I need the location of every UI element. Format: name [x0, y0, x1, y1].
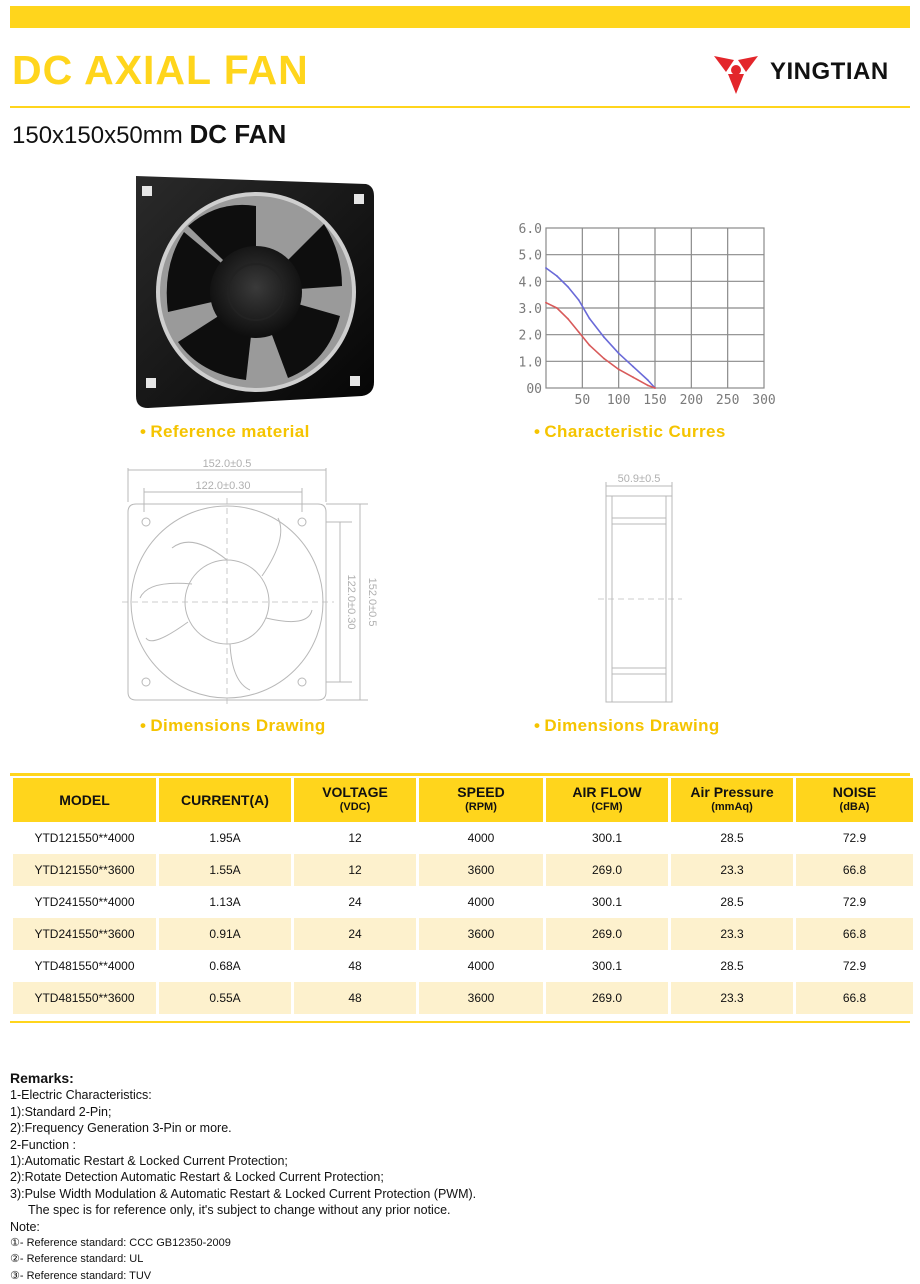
remark-line: 1):Automatic Restart & Locked Current Protection; [10, 1154, 288, 1169]
series-point [603, 336, 605, 338]
table-cell: 269.0 [546, 854, 668, 886]
table-cell: 300.1 [591, 959, 623, 973]
table-cell: 1.55A [159, 854, 291, 886]
series-point [578, 331, 580, 333]
table-cell: 72.9 [842, 831, 867, 845]
table-cell: 72.9 [842, 959, 867, 973]
y-tick-label: 5.0 [518, 248, 542, 264]
table-cell: 300.1 [591, 895, 623, 909]
x-tick-label: 150 [643, 393, 667, 408]
remarks-disclaimer: The spec is for reference only, it's subject to change without any prior notice. [28, 1203, 451, 1218]
series-point [567, 286, 569, 288]
table-cell: 72.9 [842, 895, 867, 909]
table-row [13, 950, 913, 982]
caption-dimensions-side: • Dimensions Drawing [534, 716, 720, 735]
remarks-title: Remarks: [10, 1070, 74, 1086]
table-top-border [10, 773, 910, 776]
table-cell: 300.1 [591, 831, 623, 845]
dimension-drawing-side [590, 462, 700, 712]
y-tick-label: 3.0 [518, 302, 542, 317]
remark-line: 2):Frequency Generation 3-Pin or more. [10, 1121, 232, 1136]
table-cell: 66.8 [796, 918, 913, 950]
remark-line: 1-Electric Characteristics: [10, 1088, 152, 1103]
table-cell: 0.55A [159, 982, 291, 1014]
series-point [654, 387, 656, 389]
column-header-label: Air Pressure [690, 784, 774, 800]
column-header [159, 778, 291, 822]
column-header-label: VOLTAGE [322, 784, 388, 800]
table-cell: 1.95A [209, 831, 241, 845]
series-point [647, 384, 649, 386]
table-row [13, 982, 913, 1014]
note-line: ③- Reference standard: TUV [10, 1269, 152, 1282]
series-point [545, 302, 547, 304]
series-point [632, 366, 634, 368]
column-header [13, 778, 156, 822]
x-tick-label: 300 [752, 393, 776, 408]
column-header-label: AIR FLOW [572, 784, 642, 800]
column-header-label: SPEED [457, 784, 505, 800]
y-tick-label: 00 [526, 382, 542, 397]
table-bottom-border [10, 1021, 910, 1023]
table-cell: YTD121550**3600 [13, 854, 156, 886]
remark-line: 1):Standard 2-Pin; [10, 1104, 112, 1119]
table-cell: 3600 [419, 854, 543, 886]
column-header [796, 778, 913, 822]
table-cell: 3600 [419, 918, 543, 950]
series-point [618, 368, 620, 370]
table-cell: 28.5 [720, 831, 744, 845]
table-row [13, 918, 913, 950]
chart-svg [510, 216, 780, 410]
dimension-drawing-front [112, 452, 382, 714]
fan-photo [128, 166, 380, 412]
top-accent-bar [10, 6, 910, 28]
table-cell: 66.8 [796, 854, 913, 886]
column-header-label: CURRENT(A) [181, 791, 269, 808]
series-point [578, 299, 580, 301]
column-header [546, 778, 668, 822]
characteristic-chart [510, 216, 780, 410]
series-point [589, 318, 591, 320]
table-cell: 66.8 [796, 982, 913, 1014]
dim-outer-height: 152.0±0.5 [366, 577, 378, 627]
table-cell: 23.3 [671, 918, 793, 950]
caption-dimensions-front: • Dimensions Drawing [140, 716, 326, 735]
series-point [545, 267, 547, 269]
table-cell: YTD241550**4000 [34, 895, 135, 909]
column-header-unit: (CFM) [591, 801, 623, 813]
series-point [556, 307, 558, 309]
table-cell: 4000 [467, 895, 495, 909]
x-tick-label: 200 [679, 393, 704, 408]
table-cell: 23.3 [671, 982, 793, 1014]
column-header [419, 778, 543, 822]
table-cell: 48 [348, 959, 362, 973]
spec-table [10, 778, 916, 1014]
y-tick-label: 2.0 [518, 328, 542, 344]
table-cell: YTD241550**3600 [13, 918, 156, 950]
table-row [13, 886, 913, 918]
table-cell: 12 [294, 854, 416, 886]
column-header-unit: (mmAq) [711, 801, 753, 813]
table-header-row [13, 778, 913, 822]
table-cell: 0.91A [159, 918, 291, 950]
series-point [567, 318, 569, 320]
column-header-unit: (RPM) [465, 801, 497, 813]
page-title: DC AXIAL FAN [12, 47, 309, 93]
y-tick-label: 4.0 [518, 275, 542, 291]
column-header [294, 778, 416, 822]
table-cell: 3600 [419, 982, 543, 1014]
remark-line: 2):Rotate Detection Automatic Restart & Locked Current Protection; [10, 1170, 384, 1185]
brand-name: YINGTIAN [770, 58, 889, 85]
table-cell: 4000 [467, 831, 495, 845]
caption-reference-material: • Reference material [140, 422, 310, 441]
table-row [13, 854, 913, 886]
table-cell: 0.68A [209, 959, 241, 973]
y-tick-label: 1.0 [518, 355, 542, 371]
table-cell: 4000 [467, 959, 495, 973]
product-size: 150x150x50mm [12, 122, 183, 149]
column-header-label: MODEL [59, 791, 110, 808]
x-tick-label: 250 [715, 393, 740, 408]
dim-outer-width: 152.0±0.5 [202, 458, 252, 470]
remark-line: 2-Function : [10, 1137, 77, 1152]
product-type: DC FAN [189, 119, 287, 149]
note-line: ②- Reference standard: UL [10, 1253, 144, 1266]
yingtian-logo-icon [712, 50, 760, 96]
product-subtitle [12, 118, 286, 152]
dim-depth: 50.9±0.5 [617, 473, 661, 485]
series-point [647, 379, 649, 381]
table-cell: YTD481550**4000 [34, 959, 135, 973]
caption-characteristic-curves: • Characteristic Curres [534, 422, 726, 441]
dim-hole-spacing: 122.0±0.30 [195, 480, 251, 492]
brand-logo [712, 50, 912, 96]
note-line: ①- Reference standard: CCC GB12350-2009 [10, 1237, 231, 1250]
table-cell: 23.3 [671, 854, 793, 886]
remark-line: 3):Pulse Width Modulation & Automatic Restart & Locked Current Protection (PWM). [10, 1186, 477, 1201]
note-title: Note: [10, 1219, 40, 1234]
y-tick-label: 6.0 [518, 222, 542, 237]
table-cell: 269.0 [546, 982, 668, 1014]
x-tick-label: 100 [606, 393, 631, 408]
table-cell: 12 [348, 831, 362, 845]
table-cell: 269.0 [546, 918, 668, 950]
series-point [618, 352, 620, 354]
remarks-section [10, 1070, 476, 1284]
x-tick-label: 50 [574, 393, 591, 408]
table-row [13, 822, 913, 854]
series-point [632, 376, 634, 378]
header-divider [10, 106, 910, 108]
table-cell: 28.5 [720, 959, 744, 973]
table-cell: 1.13A [209, 895, 241, 909]
series-point [556, 275, 558, 277]
column-header-unit: (dBA) [839, 801, 870, 813]
series-point [589, 344, 591, 346]
table-cell: 28.5 [720, 895, 744, 909]
column-header-unit: (VDC) [339, 801, 371, 813]
column-header [671, 778, 793, 822]
table-cell: 24 [294, 918, 416, 950]
table-cell: 24 [348, 895, 362, 909]
series-point [603, 358, 605, 360]
table-cell: 48 [294, 982, 416, 1014]
column-header-label: NOISE [832, 784, 877, 800]
dim-hole-spacing-vertical: 122.0±0.30 [345, 574, 357, 630]
table-cell: YTD481550**3600 [13, 982, 156, 1014]
table-cell: YTD121550**4000 [34, 831, 135, 845]
